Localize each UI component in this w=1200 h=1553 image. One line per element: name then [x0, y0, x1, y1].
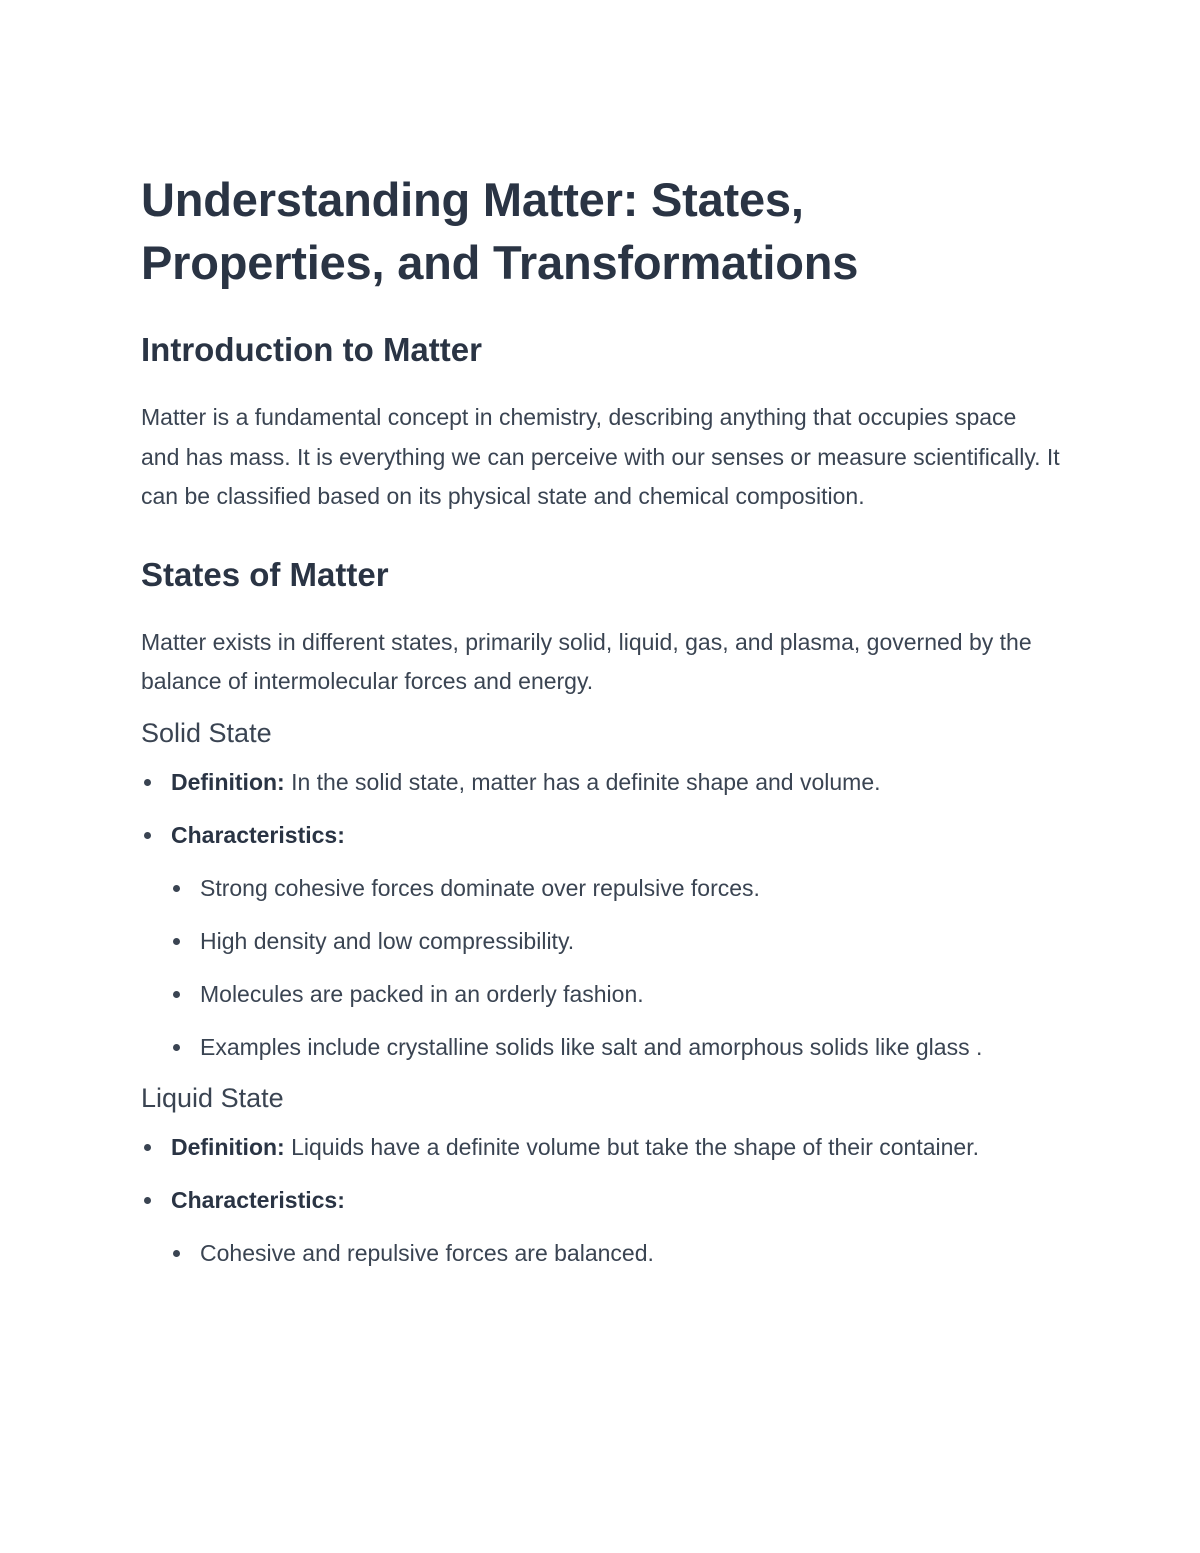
characteristics-term: Characteristics: — [171, 821, 345, 848]
liquid-definition-item — [141, 1127, 1061, 1167]
solid-characteristics-list — [141, 868, 1061, 1067]
definition-term: Definition: — [171, 1133, 285, 1160]
list-item: Molecules are packed in an orderly fashion. — [141, 974, 1061, 1014]
liquid-state-list — [141, 1127, 1061, 1220]
solid-definition-item — [141, 762, 1061, 802]
states-paragraph: Matter exists in different states, primarily solid, liquid, gas, and plasma, governed by the balance of intermolecular forces and energy. — [141, 628, 1032, 694]
definition-text: In the solid state, matter has a definite shape and volume. — [284, 768, 881, 795]
list-item: High density and low compressibility. — [141, 921, 1061, 961]
liquid-characteristics-list — [141, 1233, 1061, 1273]
definition-text: Liquids have a definite volume but take the shape of their container. — [284, 1133, 979, 1160]
document-page — [141, 168, 1061, 1273]
page-title-line-2: Properties, and Transformations — [141, 236, 859, 289]
liquid-state-heading: Liquid State — [141, 1082, 284, 1113]
bullet-icon — [144, 779, 151, 786]
intro-heading: Introduction to Matter — [141, 331, 482, 368]
intro-paragraph: Matter is a fundamental concept in chemistry, describing anything that occupies space and has mass. It is everything we can perceive with our senses or measure scientifically. It can be classified based on its physical state and chemical composition. — [141, 404, 1060, 509]
bullet-icon — [173, 885, 180, 892]
bullet-icon — [173, 991, 180, 998]
list-item: Examples include crystalline solids like salt and amorphous solids like glass . — [141, 1027, 1061, 1067]
list-item: Strong cohesive forces dominate over repulsive forces. — [141, 868, 1061, 908]
bullet-icon — [144, 1197, 151, 1204]
liquid-characteristics-item — [141, 1180, 1061, 1220]
solid-characteristics-item — [141, 815, 1061, 855]
definition-term: Definition: — [171, 768, 285, 795]
solid-state-list — [141, 762, 1061, 855]
bullet-icon — [173, 938, 180, 945]
bullet-icon — [173, 1044, 180, 1051]
bullet-icon — [173, 1250, 180, 1257]
bullet-icon — [144, 832, 151, 839]
page-title — [141, 168, 1061, 294]
characteristics-term: Characteristics: — [171, 1186, 345, 1213]
bullet-icon — [144, 1144, 151, 1151]
states-heading: States of Matter — [141, 555, 389, 593]
list-item: Cohesive and repulsive forces are balanced. — [141, 1233, 1061, 1273]
page-title-line-1: Understanding Matter: States, — [141, 173, 804, 226]
solid-state-heading: Solid State — [141, 717, 272, 748]
